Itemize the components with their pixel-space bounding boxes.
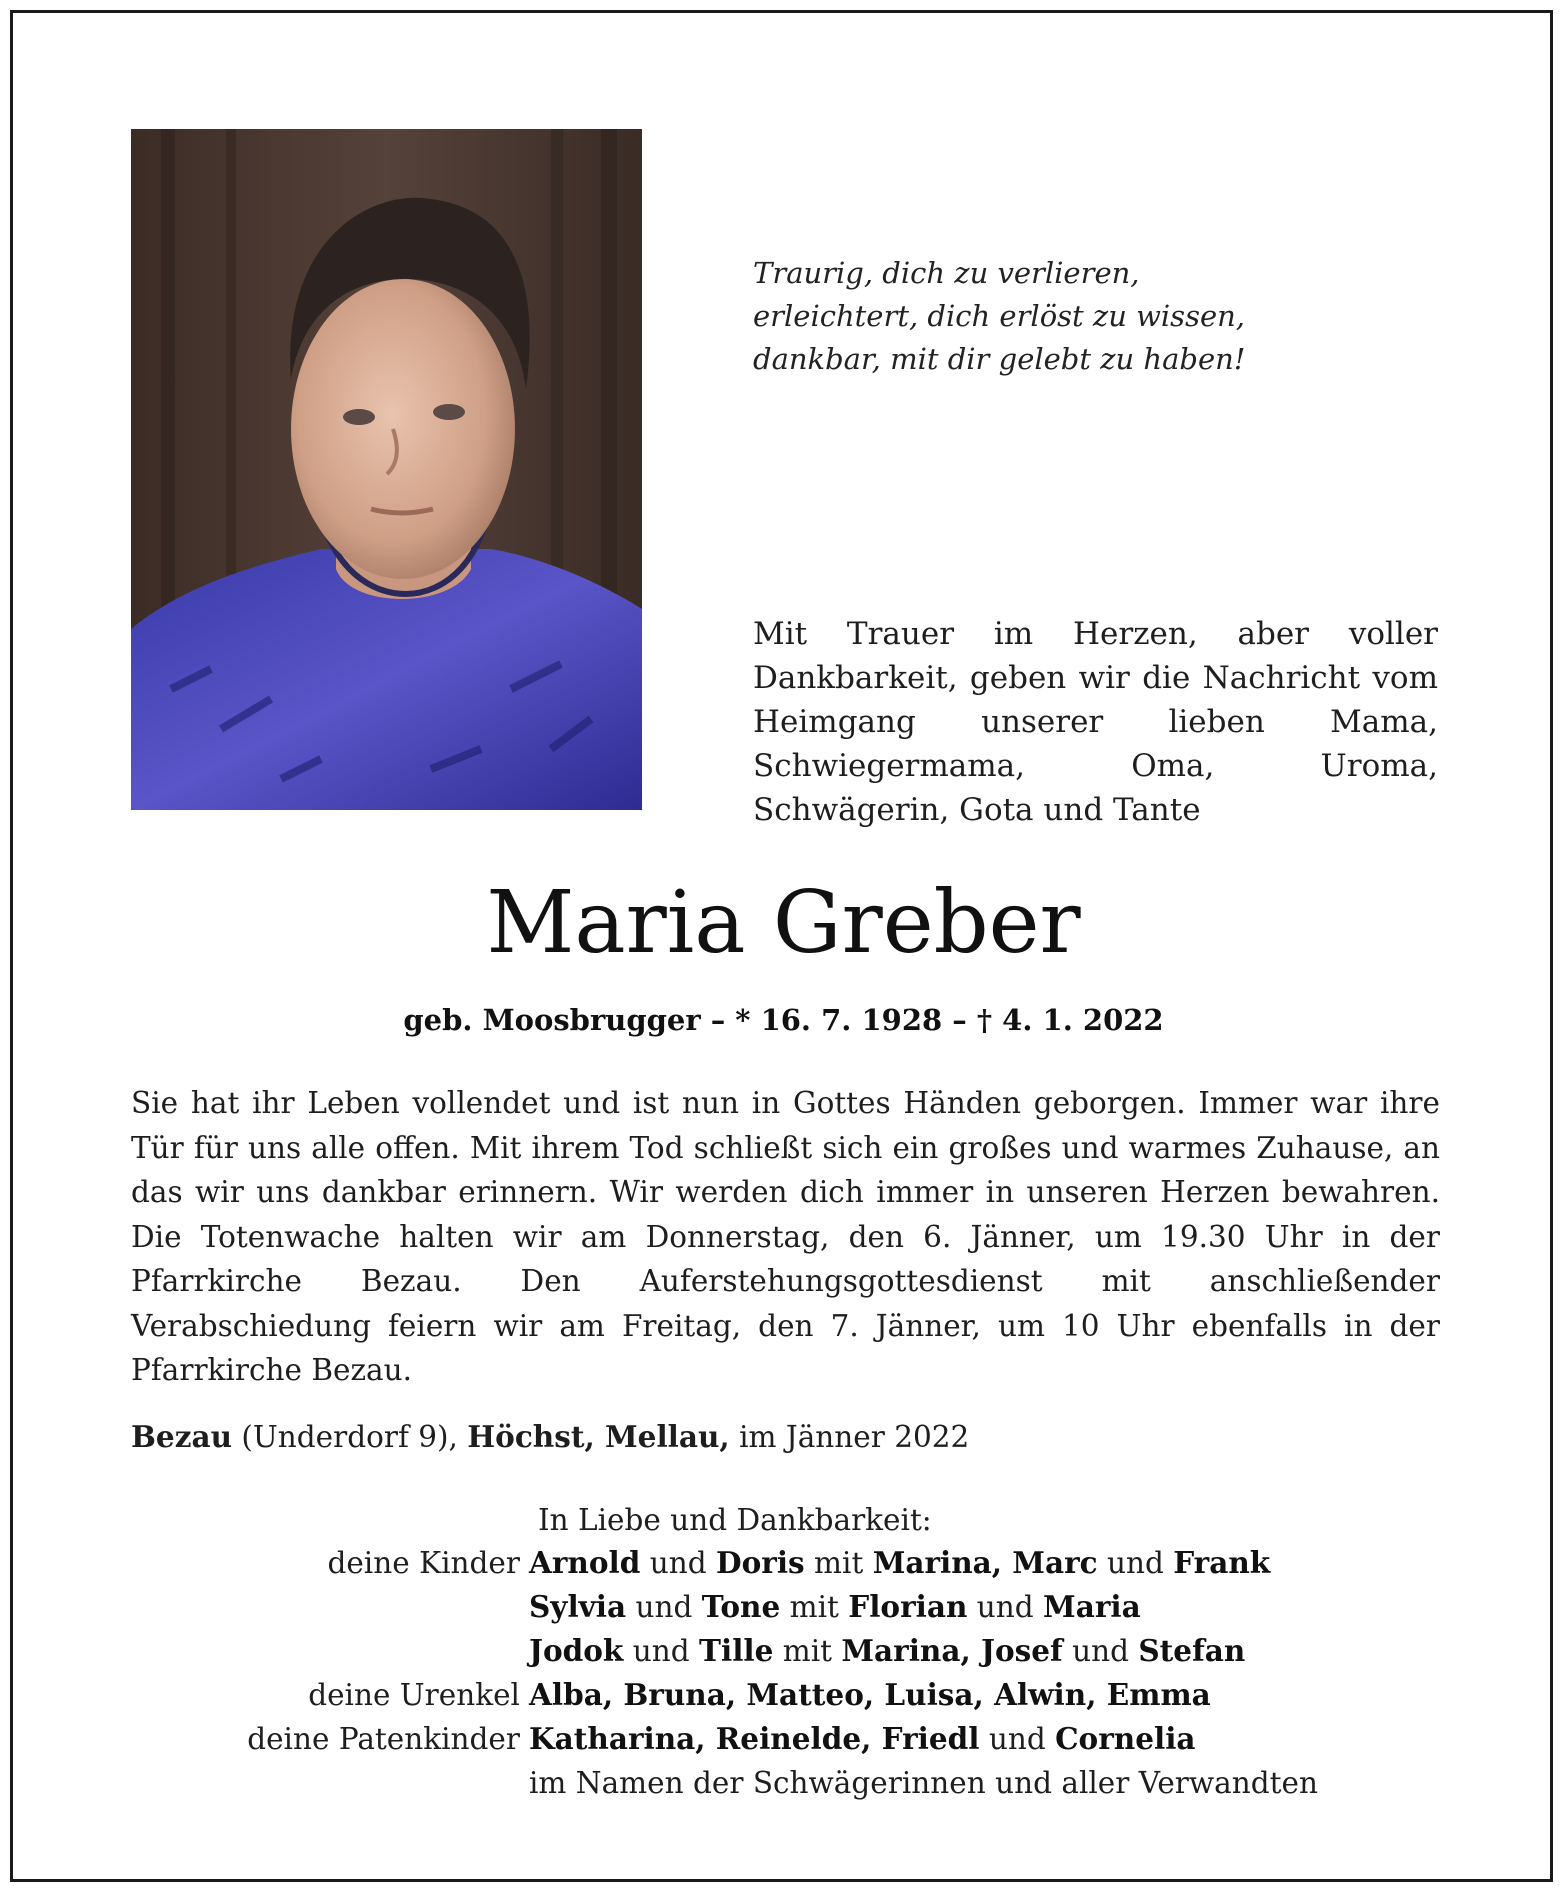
- verse-line: erleichtert, dich erlöst zu wissen,: [753, 299, 1246, 333]
- mourner-name: Frank: [1173, 1545, 1271, 1580]
- mourner-role: deine Kinder: [327, 1546, 520, 1580]
- place-address: (Underdorf 9),: [232, 1420, 468, 1454]
- mourner-names: [529, 1717, 1440, 1761]
- mourner-name: Tille: [699, 1633, 774, 1668]
- mourner-row: [131, 1585, 1440, 1629]
- life-dates: geb. Moosbrugger – * 16. 7. 1928 – † 4. 1. 2022: [403, 1003, 1164, 1037]
- mourners-list: [131, 1541, 1440, 1805]
- mourner-name: Alba, Bruna, Matteo, Luisa, Alwin, Emma: [529, 1677, 1211, 1712]
- mourner-name: Arnold: [529, 1545, 641, 1580]
- mourner-role: [131, 1761, 529, 1805]
- mourner-connector: mit: [780, 1590, 849, 1624]
- deceased-name: Maria Greber: [486, 873, 1081, 973]
- mourner-name: Cornelia: [1055, 1721, 1196, 1756]
- mourner-names: [529, 1585, 1440, 1629]
- portrait-photo: [131, 129, 642, 810]
- mourner-connector: und: [640, 1546, 717, 1580]
- place-date: im Jänner 2022: [729, 1420, 970, 1454]
- mourner-connector: und: [623, 1634, 700, 1668]
- mourner-row: [131, 1629, 1440, 1673]
- mourner-names: [529, 1761, 1440, 1805]
- place-others: Höchst, Mellau,: [467, 1419, 730, 1454]
- mourner-connector: und: [1097, 1546, 1174, 1580]
- mourner-role: deine Patenkinder: [247, 1722, 520, 1756]
- mourner-row: [131, 1717, 1440, 1761]
- announcement-text: Mit Trauer im Herzen, aber voller Dankbarkeit, geben wir die Nachricht vom Heimgang unserer lieben Mama, Schwiegermama, Oma, Uroma, Schwägerin, Gota und Tante: [753, 616, 1438, 828]
- mourner-connector: und: [626, 1590, 702, 1624]
- mourner-connector: mit: [773, 1634, 842, 1668]
- mourner-names: [529, 1673, 1440, 1717]
- mourner-connector: mit: [804, 1546, 873, 1580]
- mourner-row: [131, 1673, 1440, 1717]
- verse-line: dankbar, mit dir gelebt zu haben!: [753, 342, 1246, 376]
- mourner-names: [529, 1629, 1440, 1673]
- mourner-name: Maria: [1043, 1589, 1141, 1624]
- mourner-name: Tone: [701, 1589, 781, 1624]
- memorial-verse: [753, 252, 1393, 381]
- mourner-connector: und: [967, 1590, 1044, 1624]
- mourner-row: [131, 1761, 1440, 1805]
- mourner-names: [529, 1541, 1440, 1585]
- mourner-name: Florian: [848, 1589, 968, 1624]
- verse-line: Traurig, dich zu verlieren,: [753, 256, 1140, 290]
- obituary-body: Sie hat ihr Leben vollendet und ist nun in Gottes Händen geborgen. Immer war ihre Tür für uns alle offen. Mit ihrem Tod schließt sich ein großes und warmes Zuhause, an das wir uns dankbar erinnern. Wir werden dich immer in unseren Herzen bewahren. Die Totenwache halten wir am Donnerstag, den 6. Jänner, um 19.30 Uhr in der Pfarrkirche Bezau. Den Auferstehungsgottesdienst mit anschließender Verabschiedung feiern wir am Freitag, den 7. Jänner, um 10 Uhr ebenfalls in der Pfarrkirche Bezau.: [131, 1086, 1440, 1387]
- place-bezau: Bezau: [131, 1419, 233, 1454]
- mourner-name: Katharina, Reinelde, Friedl: [529, 1721, 980, 1756]
- mourner-name: Jodok: [529, 1633, 624, 1668]
- mourner-connector: und: [1062, 1634, 1139, 1668]
- mourner-role: deine Urenkel: [308, 1678, 520, 1712]
- place-date-line: [131, 1415, 1440, 1459]
- mourner-role: [131, 1585, 529, 1629]
- mourner-role: [131, 1629, 529, 1673]
- mourner-row: [131, 1541, 1440, 1585]
- mourner-connector: und: [979, 1722, 1056, 1756]
- closing-phrase: In Liebe und Dankbarkeit:: [538, 1503, 932, 1537]
- mourner-name: Sylvia: [529, 1589, 627, 1624]
- mourner-name: Marina, Josef: [841, 1633, 1063, 1668]
- mourner-name: Stefan: [1138, 1633, 1246, 1668]
- mourner-connector: im Namen der Schwägerinnen und aller Verwandten: [529, 1766, 1318, 1800]
- mourner-name: Marina, Marc: [872, 1545, 1098, 1580]
- mourner-name: Doris: [716, 1545, 805, 1580]
